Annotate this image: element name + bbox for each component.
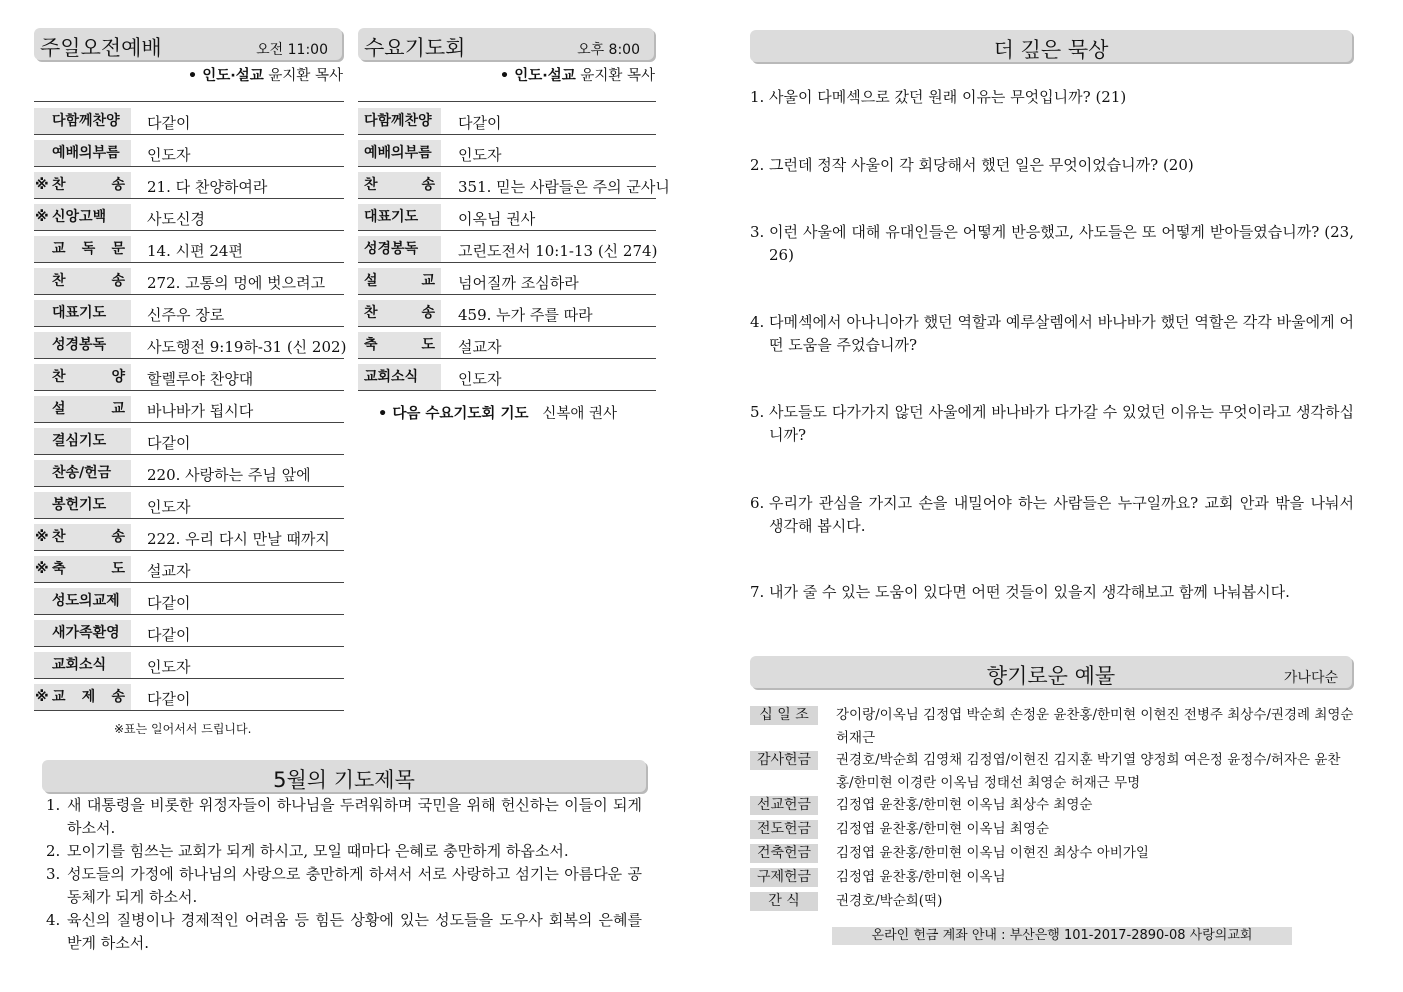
wednesday-order-row (358, 102, 656, 135)
order-item-label: 찬 송 (52, 177, 125, 193)
offering-names: 김정엽 윤찬홍/한미현 이옥님 최영순 (836, 821, 1050, 837)
order-item-label: 대표기도 (52, 305, 107, 321)
order-item-label: 다함께찬양 (52, 113, 120, 129)
question-number: 7. (750, 583, 765, 601)
sunday-service-header (34, 28, 342, 60)
offering-category-label: 구제헌금 (750, 868, 818, 887)
order-item-label: 성경봉독 (52, 337, 107, 353)
prayer-topic-text: 새 대통령을 비롯한 위정자들이 하나님을 두려워하며 국민을 위해 헌신하는 이들이 되게 하소서. (67, 796, 642, 837)
offering-sort-note: 가나다순 (1283, 670, 1338, 686)
order-item-value: 인도자 (458, 146, 502, 164)
question-number: 4. (750, 313, 765, 331)
order-item-label-box (34, 492, 131, 518)
order-item-label-box (358, 172, 441, 198)
order-item-value: 신주우 장로 (147, 306, 225, 324)
sunday-leader (188, 64, 343, 85)
order-item-label-box (358, 108, 441, 134)
prayer-topics-list (46, 794, 642, 955)
sunday-order-row (34, 390, 344, 423)
order-item-label-box (34, 268, 131, 294)
wednesday-order-row (358, 230, 656, 263)
order-item-label: 새가족환영 (52, 625, 120, 641)
offering-names: 권경호/박순희(떡) (836, 893, 943, 909)
order-item-label: 대표기도 (364, 209, 419, 225)
standing-mark: ※ (35, 177, 49, 193)
offering-category-label: 건축헌금 (750, 844, 818, 863)
order-item-label-box (34, 684, 131, 710)
order-item-label-box (34, 652, 131, 678)
sunday-order-row (34, 294, 344, 327)
order-item-value: 459. 누가 주를 따라 (458, 306, 593, 324)
wednesday-leader (500, 64, 655, 85)
meditation-header (750, 30, 1352, 62)
order-item-value: 다같이 (147, 594, 191, 612)
order-item-label-box (34, 364, 131, 390)
sunday-order-row (34, 518, 344, 551)
prayer-topics-title: 5월의 기도제목 (273, 768, 415, 792)
sunday-order-row (34, 262, 344, 295)
offering-names: 권경호/박순희 김영채 김정엽/이현진 김지훈 박기열 양정희 여은정 윤정수/허자은 윤찬홍/한미현 이경란 이옥님 정태선 최영순 허재근 무명 (836, 752, 1341, 791)
standing-mark: ※ (35, 529, 49, 545)
order-item-label-box (34, 332, 131, 358)
meditation-question (750, 581, 1354, 604)
meditation-question (750, 221, 1354, 267)
order-item-value: 인도자 (147, 146, 191, 164)
wednesday-service-time: 오후 8:00 (577, 42, 640, 58)
offering-category-label: 간 식 (750, 892, 818, 911)
question-text: 우리가 관심을 가지고 손을 내밀어야 하는 사람들은 누구일까요? 교회 안과 밖을 나눠서 생각해 봅시다. (769, 494, 1354, 535)
order-item-value: 인도자 (458, 370, 502, 388)
sunday-order-row (34, 486, 344, 519)
sunday-order-row (34, 582, 344, 615)
wednesday-order-row (358, 326, 656, 359)
wednesday-order-row (358, 262, 656, 295)
order-item-label-box (34, 620, 131, 646)
offering-header (750, 656, 1352, 688)
order-item-label: 교회소식 (364, 369, 419, 385)
order-item-label-box (34, 172, 131, 198)
order-item-value: 다같이 (147, 690, 191, 708)
order-item-label: 성도의교제 (52, 593, 120, 609)
prayer-topic-text: 모이기를 힘쓰는 교회가 되게 하시고, 모일 때마다 은혜로 충만하게 하옵소서. (67, 842, 569, 860)
order-item-label-box (358, 268, 441, 294)
order-item-label-box (34, 396, 131, 422)
question-number: 2. (750, 156, 765, 174)
question-text: 사울이 다메섹으로 갔던 원래 이유는 무엇입니까? (21) (769, 88, 1127, 106)
offering-title: 향기로운 예물 (986, 664, 1116, 688)
prayer-topic-item (46, 909, 642, 955)
sunday-order-row (34, 166, 344, 199)
order-item-label-box (34, 204, 131, 230)
order-item-label-box (34, 588, 131, 614)
sunday-order-row (34, 614, 344, 647)
question-text: 이런 사울에 대해 유대인들은 어떻게 반응했고, 사도들은 또 어떻게 받아들였습니까? (23, 26) (769, 223, 1354, 264)
order-item-label: 예배의부름 (364, 145, 432, 161)
question-number: 5. (750, 403, 765, 421)
order-item-label: 찬 송 (364, 305, 435, 321)
meditation-question (750, 492, 1354, 538)
offering-category-label: 감사헌금 (750, 751, 818, 770)
meditation-question (750, 154, 1354, 177)
order-item-label-box (358, 236, 441, 262)
order-item-label: 교 독 문 (52, 241, 125, 257)
order-item-value: 다같이 (458, 114, 502, 132)
sunday-order-row (34, 134, 344, 167)
order-item-label-box (34, 140, 131, 166)
sunday-order-row (34, 102, 344, 135)
prayer-topic-item (46, 794, 642, 840)
order-item-value: 272. 고통의 멍에 벗으려고 (147, 274, 326, 292)
order-item-label-box (358, 332, 441, 358)
offering-names: 김정엽 윤찬홍/한미현 이옥님 이현진 최상수 아비가일 (836, 845, 1149, 861)
order-item-label: 축 도 (364, 337, 435, 353)
order-item-label: 찬송/헌금 (52, 465, 112, 481)
prayer-topics-header (42, 760, 646, 792)
standing-mark: ※ (35, 561, 49, 577)
wednesday-leader-label: • 인도·설교 (499, 68, 576, 84)
question-text: 다메섹에서 아나니아가 했던 역할과 예루살렘에서 바나바가 했던 역할은 각각 바울에게 어떤 도움을 주었습니까? (769, 313, 1354, 354)
order-item-value: 다같이 (147, 434, 191, 452)
order-item-label-box (34, 108, 131, 134)
standing-mark: ※ (35, 689, 49, 705)
order-item-label-box (34, 300, 131, 326)
wednesday-order-row (358, 134, 656, 167)
sunday-leader-name: 윤지환 목사 (268, 68, 343, 84)
order-item-value: 인도자 (147, 658, 191, 676)
order-item-label: 설 교 (364, 273, 435, 289)
offering-names: 김정엽 윤찬홍/한미현 이옥님 최상수 최영순 (836, 797, 1093, 813)
order-item-value: 222. 우리 다시 만날 때까지 (147, 530, 330, 548)
question-number: 1. (750, 88, 765, 106)
offering-category-label: 십 일 조 (750, 706, 818, 725)
wednesday-order-row (358, 166, 670, 199)
order-item-label-box (34, 556, 131, 582)
sunday-service-time: 오전 11:00 (256, 42, 328, 58)
prayer-topic-number: 1. (46, 796, 61, 814)
sunday-order-row (34, 646, 344, 679)
order-item-label: 찬 송 (364, 177, 435, 193)
order-item-value: 넘어질까 조심하라 (458, 274, 579, 292)
meditation-title: 더 깊은 묵상 (993, 38, 1109, 62)
order-item-label: 교회소식 (52, 657, 107, 673)
prayer-topic-number: 4. (46, 911, 61, 929)
order-item-value: 다같이 (147, 626, 191, 644)
order-item-value: 351. 믿는 사람들은 주의 군사니 (458, 178, 670, 196)
wednesday-order-row (358, 294, 656, 327)
question-number: 6. (750, 494, 765, 512)
order-item-value: 설교자 (458, 338, 502, 356)
prayer-topic-number: 2. (46, 842, 61, 860)
order-item-label: 예배의부름 (52, 145, 120, 161)
offering-category-label: 선교헌금 (750, 796, 818, 815)
order-item-label-box (34, 460, 131, 486)
wednesday-order-row (358, 358, 656, 391)
order-item-label-box (34, 428, 131, 454)
order-item-label-box (34, 236, 131, 262)
order-item-label-box (358, 364, 441, 390)
meditation-question (750, 401, 1354, 447)
order-item-value: 이옥님 권사 (458, 210, 536, 228)
prayer-topic-text: 육신의 질병이나 경제적인 어려움 등 힘든 상황에 있는 성도들을 도우사 회복의 은혜를 받게 하소서. (67, 911, 642, 952)
order-item-value: 설교자 (147, 562, 191, 580)
question-number: 3. (750, 223, 765, 241)
meditation-question (750, 311, 1354, 357)
order-item-label: 다함께찬양 (364, 113, 432, 129)
order-item-value: 인도자 (147, 498, 191, 516)
prayer-topic-item (46, 840, 642, 863)
offering-names: 김정엽 윤찬홍/한미현 이옥님 (836, 869, 1006, 885)
sunday-order-row (34, 230, 344, 263)
question-text: 그런데 정작 사울이 각 회당해서 했던 일은 무엇이었습니까? (20) (769, 156, 1194, 174)
question-text: 사도들도 다가가지 않던 사울에게 바나바가 다가갈 수 있었던 이유는 무엇이라고 생각하십니까? (769, 403, 1354, 444)
order-item-label: 결심기도 (52, 433, 107, 449)
question-text: 내가 줄 수 있는 도움이 있다면 어떤 것들이 있을지 생각해보고 함께 나눠봅시다. (769, 583, 1290, 601)
order-item-value: 고린도전서 10:1-13 (신 274) (458, 242, 658, 260)
wednesday-order-row (358, 198, 656, 231)
wednesday-service-header (358, 28, 654, 60)
offering-category-label: 전도헌금 (750, 820, 818, 839)
sunday-order-row (34, 358, 344, 391)
order-item-value: 사도행전 9:19하-31 (신 202) (147, 338, 347, 356)
order-item-label: 봉헌기도 (52, 497, 107, 513)
sunday-order-row (34, 550, 344, 583)
order-item-label: 성경봉독 (364, 241, 419, 257)
order-item-label-box (358, 140, 441, 166)
sunday-order-row (34, 678, 344, 711)
offering-names: 강이랑/이옥님 김정엽 박순희 손정운 윤찬홍/한미현 이현진 전병주 최상수/권경례 최영순 허재근 (836, 707, 1354, 746)
order-item-label: 설 교 (52, 401, 125, 417)
order-item-label: 신앙고백 (52, 209, 107, 225)
prayer-topic-text: 성도들의 가정에 하나님의 사랑으로 충만하게 하셔서 서로 사랑하고 섬기는 아름다운 공동체가 되게 하소서. (67, 865, 642, 906)
prayer-topic-item (46, 863, 642, 909)
order-item-label-box (358, 300, 441, 326)
next-wednesday-prayer-label: • 다음 수요기도회 기도 (378, 406, 529, 422)
online-offering-account: 온라인 헌금 계좌 안내 : 부산은행 101-2017-2890-08 사랑의교회 (832, 927, 1292, 945)
order-item-label: 축 도 (52, 561, 125, 577)
next-wednesday-prayer-person: 신복애 권사 (542, 406, 617, 422)
order-item-value: 바나바가 됩시다 (147, 402, 254, 420)
standing-footnote: ※표는 일어서서 드립니다. (114, 722, 252, 736)
sunday-service-title: 주일오전예배 (40, 36, 162, 60)
meditation-question (750, 86, 1354, 109)
order-item-label-box (34, 524, 131, 550)
order-item-label: 찬 양 (52, 369, 125, 385)
prayer-topic-number: 3. (46, 865, 61, 883)
sunday-order-row (34, 454, 344, 487)
order-item-value: 14. 시편 24편 (147, 242, 243, 260)
sunday-order-row (34, 326, 347, 359)
standing-mark: ※ (35, 209, 49, 225)
sunday-order-row (34, 198, 344, 231)
order-item-value: 사도신경 (147, 210, 205, 228)
sunday-order-row (34, 422, 344, 455)
next-wednesday-prayer (378, 402, 617, 423)
order-item-value: 다같이 (147, 114, 191, 132)
order-item-value: 220. 사랑하는 주님 앞에 (147, 466, 311, 484)
wednesday-service-title: 수요기도회 (364, 36, 466, 60)
order-item-value: 할렐루야 찬양대 (147, 370, 254, 388)
order-item-value: 21. 다 찬양하여라 (147, 178, 268, 196)
sunday-leader-label: • 인도·설교 (187, 68, 264, 84)
order-item-label: 교 제 송 (52, 689, 125, 705)
order-item-label: 찬 송 (52, 529, 125, 545)
order-item-label-box (358, 204, 441, 230)
wednesday-leader-name: 윤지환 목사 (580, 68, 655, 84)
order-item-label: 찬 송 (52, 273, 125, 289)
